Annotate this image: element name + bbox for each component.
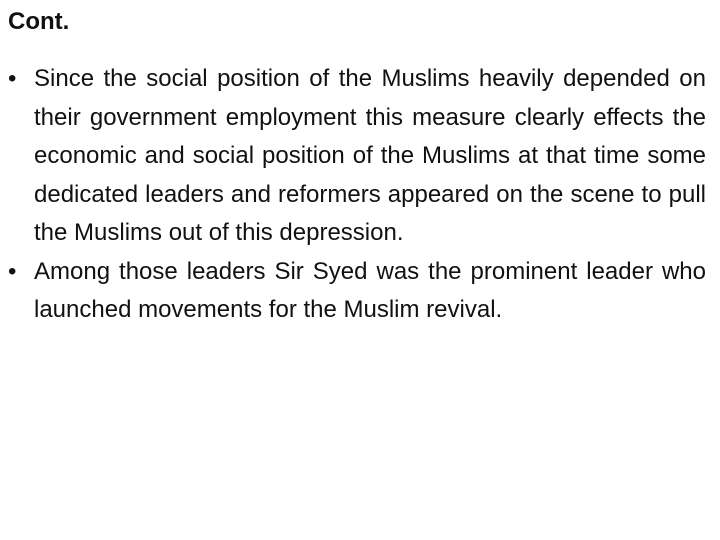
bullet-dot-icon: • <box>8 65 17 92</box>
bullet-item <box>0 60 706 253</box>
bullet-dot-icon: • <box>8 257 17 285</box>
slide-title: Cont. <box>8 8 70 35</box>
bullet-text: Since the social position of the Muslims heavily depended on their government employment this measure clearly effects the economic and social position of the Muslims at that time some dedicated leaders and reformers appeared on the scene to pull the Muslims out of this depression. <box>34 65 706 246</box>
bullet-item <box>0 253 706 330</box>
bullet-list <box>0 60 706 330</box>
bullet-text: Among those leaders Sir Syed was the prominent leader who launched movements for the Muslim revival. <box>34 257 706 323</box>
